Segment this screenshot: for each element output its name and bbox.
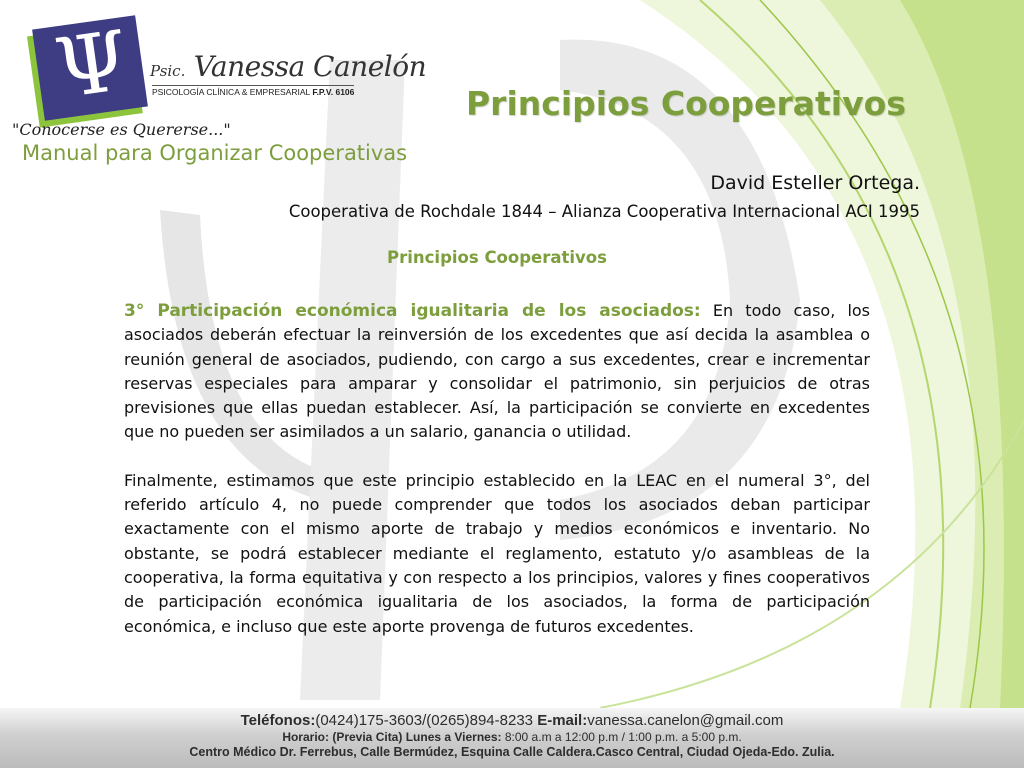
hours-times: 8:00 a.m a 12:00 p.m / 1:00 p.m. a 5:00 p.m. [501, 730, 742, 744]
page-title: Principios Cooperativos [466, 84, 906, 123]
logo-tagline [152, 85, 354, 97]
footer-hours [0, 730, 1024, 744]
paragraph-1-text: En todo caso, los asociados deberán efectuar la reinversión de los excedentes que así decida la asamblea o reunión general de asociados, pudiendo, con cargo a sus excedentes, crear e incrementar reservas especiales para amparar y consolidar el patrimonio, sin perjuicios de otras previsiones que ellas puedan establecer. Así, la participación se convierte en excedentes que no pueden ser asimilados a un salario, ganancia o utilidad. [124, 301, 871, 442]
logo-brand-name: Vanessa Canelón [193, 50, 427, 83]
paragraph-lead: 3° Participación económica igualitaria de los asociados: [124, 301, 701, 321]
logo-tagline-text: PSICOLOGÍA CLÍNICA & EMPRESARIAL [152, 87, 310, 97]
logo-registration: F.P.V. 6106 [312, 87, 355, 97]
email-label: E-mail: [537, 712, 588, 729]
hours-type: (Previa Cita) [332, 730, 403, 744]
logo-name [150, 50, 426, 83]
page-subtitle: Manual para Organizar Cooperativas [22, 141, 408, 165]
footer-address: Centro Médico Dr. Ferrebus, Calle Bermúdez, Esquina Calle Caldera.Casco Central, Ciudad Ojeda-Edo. Zulia. [189, 745, 835, 759]
section-title: Principios Cooperativos [387, 248, 607, 267]
source-citation: Cooperativa de Rochdale 1844 – Alianza Cooperativa Internacional ACI 1995 [288, 202, 920, 221]
paragraph-2: Finalmente, estimamos que este principio establecido en la LEAC en el numeral 3°, del referido artículo 4, no puede comprender que todos los asociados deban participar exactamente con el mismo aporte de trabajo y medios económicos e inventario. No obstante, se podrá establecer mediante el reglamento, estatuto y/o asambleas de la cooperativa, la forma equitativa y con respecto a los principios, valores y fines cooperativos de participación económica igualitaria de los asociados, la forma de participación económica, e incluso que este aporte provenga de futuros excedentes. [124, 470, 870, 636]
hours-label: Horario: [282, 730, 329, 744]
logo-prefix: Psic. [150, 62, 186, 80]
logo-slogan: "Conocerse es Quererse..." [12, 120, 231, 139]
paragraph-1 [124, 299, 870, 445]
author: David Esteller Ortega. [710, 172, 920, 194]
phones-value: (0424)175-3603/(0265)894-8233 [315, 712, 534, 729]
phones-label: Teléfonos: [240, 712, 316, 729]
email-value: vanessa.canelon@gmail.com [587, 712, 784, 729]
psi-icon: Ψ [49, 13, 135, 118]
body-content [124, 299, 870, 639]
footer-contact [0, 712, 1024, 729]
hours-days: Lunes a Viernes: [405, 730, 502, 744]
